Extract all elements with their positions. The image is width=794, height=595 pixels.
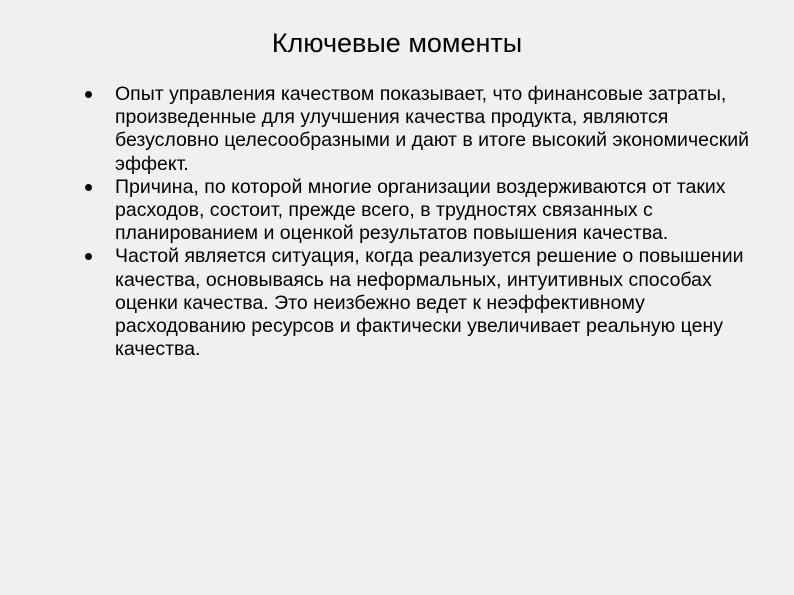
bullet-text: Частой является ситуация, когда реализуется решение о повышении качества, основываясь на неформальных, интуитивных способах оценки качества. Это неизбежно ведет к неэффективному расходованию ресурсов и фактически увеличивает реальную цену качества. xyxy=(115,245,744,361)
bullet-list xyxy=(85,83,765,361)
slide-title: Ключевые моменты xyxy=(271,28,523,58)
bullet-text: Опыт управления качеством показывает, что финансовые затраты, произведенные для улучшения качества продукта, являются безусловно целесообразными и дают в итоге высокий экономический эффект. xyxy=(115,83,750,175)
bullet-item xyxy=(85,83,765,176)
bullet-text: Причина, по которой многие организации воздерживаются от таких расходов, состоит, прежде всего, в трудностях связанных с планированием и оценкой результатов повышения качества. xyxy=(115,175,726,245)
bullet-dot-icon xyxy=(85,91,92,98)
bullet-item xyxy=(85,176,765,246)
bullet-dot-icon xyxy=(85,253,92,260)
bullet-dot-icon xyxy=(85,184,92,191)
bullet-item xyxy=(85,245,765,361)
